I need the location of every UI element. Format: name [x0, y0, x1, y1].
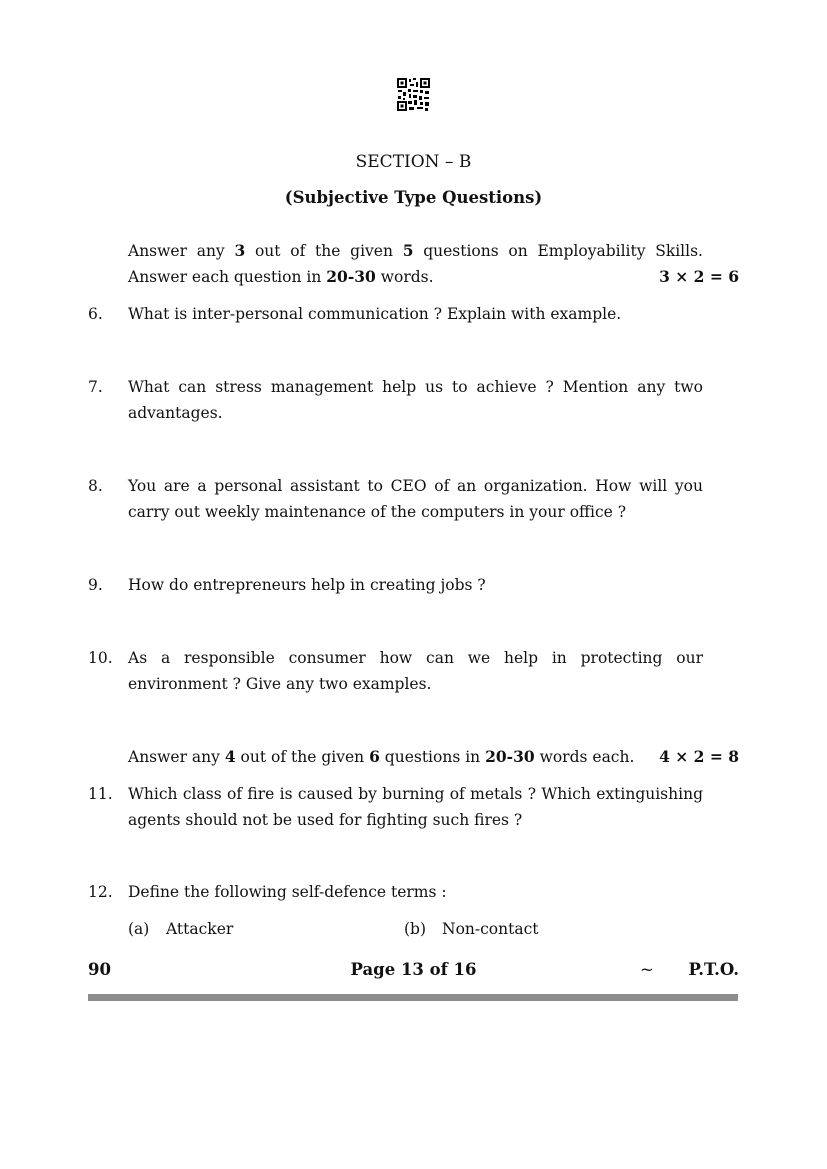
page-number: Page 13 of 16	[350, 960, 477, 979]
qr-code-icon	[397, 78, 430, 111]
instruction-1-line-2: Answer each question in 20-30 words.	[128, 267, 434, 286]
section-subtitle: (Subjective Type Questions)	[284, 188, 543, 207]
instruction-2: Answer any 4 out of the given 6 questions in 20-30 words each.	[128, 747, 635, 766]
footer-divider	[88, 994, 738, 1001]
question-number: 6.	[88, 305, 103, 323]
question-text-line-1: Which class of fire is caused by burning of metals ? Which extinguishing	[128, 785, 703, 803]
instruction-1-marks: 3 × 2 = 6	[659, 267, 739, 286]
question-text: What is inter-personal communication ? Explain with example.	[128, 305, 622, 323]
question-text-line-1: You are a personal assistant to CEO of an organization. How will you	[128, 477, 703, 495]
instruction-2-marks: 4 × 2 = 8	[659, 747, 739, 766]
question-number: 8.	[88, 477, 103, 495]
question-text: Define the following self-defence terms :	[128, 883, 447, 901]
option-label: (a)	[128, 920, 150, 938]
question-number: 9.	[88, 576, 103, 594]
question-number: 12.	[88, 883, 113, 901]
question-text-line-1: As a responsible consumer how can we help in protecting our	[128, 649, 703, 667]
question-text-line-2: carry out weekly maintenance of the computers in your office ?	[128, 503, 627, 521]
question-text-line-2: environment ? Give any two examples.	[128, 675, 432, 693]
question-text: How do entrepreneurs help in creating jobs ?	[128, 576, 486, 594]
option-text: Attacker	[166, 920, 234, 938]
option-label: (b)	[404, 920, 427, 938]
question-text-line-2: agents should not be used for fighting such fires ?	[128, 811, 523, 829]
option-text: Non-contact	[442, 920, 539, 938]
pto-label: P.T.O.	[688, 960, 739, 979]
question-text-line-1: What can stress management help us to achieve ? Mention any two	[128, 378, 703, 396]
question-number: 11.	[88, 785, 113, 803]
paper-code: 90	[88, 960, 111, 979]
question-number: 10.	[88, 649, 113, 667]
tilde-mark: ~	[640, 960, 654, 979]
instruction-1-line-1: Answer any 3 out of the given 5 questions on Employability Skills.	[128, 241, 703, 260]
question-number: 7.	[88, 378, 103, 396]
question-text-line-2: advantages.	[128, 404, 223, 422]
section-title: SECTION – B	[355, 152, 472, 172]
